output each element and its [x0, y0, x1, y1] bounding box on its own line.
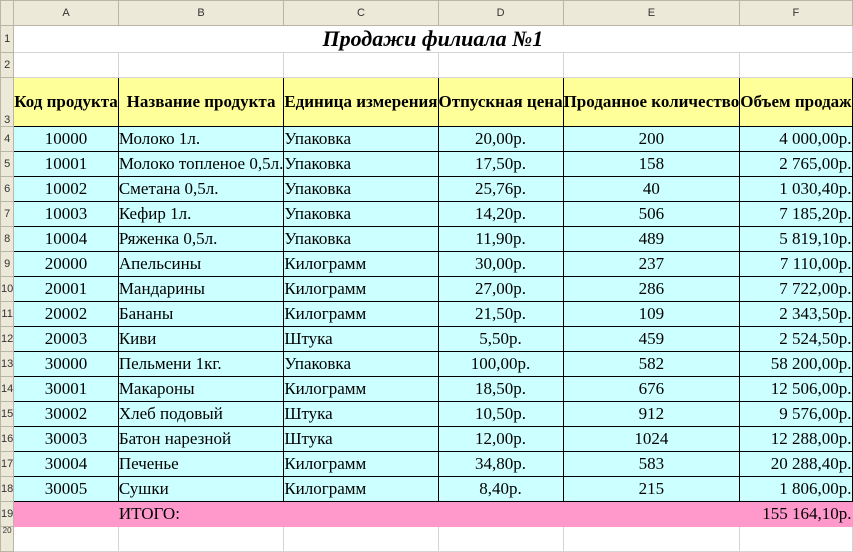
cell-code[interactable]: 20001	[14, 277, 119, 302]
table-row	[1, 202, 853, 227]
table-row	[1, 327, 853, 352]
cell-total[interactable]: 7 185,20р.	[740, 202, 852, 227]
cell-qty[interactable]: 506	[563, 202, 740, 227]
cell-unit[interactable]: Килограмм	[284, 302, 438, 327]
summary-empty-cell[interactable]	[284, 502, 438, 527]
header-cell-unit[interactable]: Единица измерения	[284, 78, 438, 127]
cell-unit[interactable]: Упаковка	[284, 352, 438, 377]
cell-name[interactable]: Молоко топленое 0,5л.	[118, 152, 284, 177]
table-row	[1, 152, 853, 177]
table-row	[1, 277, 853, 302]
cell-price[interactable]: 5,50р.	[438, 327, 563, 352]
header-cell-qty[interactable]: Проданное количество	[563, 78, 740, 127]
cell-code[interactable]: 30000	[14, 352, 119, 377]
cell-price[interactable]: 34,80р.	[438, 452, 563, 477]
row-header[interactable]: 15	[1, 402, 14, 427]
row-header[interactable]: 6	[1, 177, 14, 202]
row-header[interactable]: 4	[1, 127, 14, 152]
row-header[interactable]: 19	[1, 502, 14, 527]
cell-price[interactable]: 18,50р.	[438, 377, 563, 402]
column-header-c[interactable]: C	[284, 1, 438, 26]
cell-price[interactable]: 8,40р.	[438, 477, 563, 502]
sheet-row	[1, 26, 853, 53]
cell-name[interactable]: Мандарины	[118, 277, 284, 302]
cell-name[interactable]: Молоко 1л.	[118, 127, 284, 152]
column-header-b[interactable]: B	[118, 1, 284, 26]
row-header[interactable]: 17	[1, 452, 14, 477]
row-header[interactable]: 11	[1, 302, 14, 327]
cell-name[interactable]: Хлеб подовый	[118, 402, 284, 427]
cell-name[interactable]: Кефир 1л.	[118, 202, 284, 227]
cell-code[interactable]: 30003	[14, 427, 119, 452]
column-header-f[interactable]: F	[740, 1, 852, 26]
summary-row	[1, 502, 853, 527]
table-row	[1, 127, 853, 152]
cell-name[interactable]: Апельсины	[118, 252, 284, 277]
column-header-e[interactable]: E	[563, 1, 740, 26]
cell-name[interactable]: Батон нарезной	[118, 427, 284, 452]
cell-qty[interactable]: 583	[563, 452, 740, 477]
row-header[interactable]: 20	[1, 527, 14, 552]
table-row	[1, 402, 853, 427]
cell-name[interactable]: Бананы	[118, 302, 284, 327]
cell-name[interactable]: Печенье	[118, 452, 284, 477]
empty-cell[interactable]	[563, 527, 740, 552]
cell-qty[interactable]: 489	[563, 227, 740, 252]
row-header[interactable]: 8	[1, 227, 14, 252]
cell-name[interactable]: Ряженка 0,5л.	[118, 227, 284, 252]
table-row	[1, 452, 853, 477]
cell-qty[interactable]: 109	[563, 302, 740, 327]
cell-total[interactable]: 7 722,00р.	[740, 277, 852, 302]
cell-qty[interactable]: 1024	[563, 427, 740, 452]
cell-unit[interactable]: Килограмм	[284, 252, 438, 277]
sheet-row	[1, 53, 853, 78]
row-header[interactable]: 13	[1, 352, 14, 377]
cell-qty[interactable]: 158	[563, 152, 740, 177]
summary-empty-cell[interactable]	[438, 502, 563, 527]
table-row	[1, 252, 853, 277]
cell-price[interactable]: 11,90р.	[438, 227, 563, 252]
row-header[interactable]: 2	[1, 53, 14, 78]
sheet-row	[1, 527, 853, 552]
cell-unit[interactable]: Упаковка	[284, 177, 438, 202]
empty-cell[interactable]	[118, 527, 284, 552]
cell-total[interactable]: 7 110,00р.	[740, 252, 852, 277]
cell-price[interactable]: 25,76р.	[438, 177, 563, 202]
cell-name[interactable]: Киви	[118, 327, 284, 352]
cell-qty[interactable]: 40	[563, 177, 740, 202]
cell-total[interactable]: 12 288,00р.	[740, 427, 852, 452]
table-row	[1, 352, 853, 377]
row-header[interactable]: 9	[1, 252, 14, 277]
cell-qty[interactable]: 582	[563, 352, 740, 377]
cell-qty[interactable]: 200	[563, 127, 740, 152]
cell-total[interactable]: 2 343,50р.	[740, 302, 852, 327]
table-row	[1, 302, 853, 327]
header-cell-total[interactable]: Объем продаж	[740, 78, 852, 127]
cell-unit[interactable]: Упаковка	[284, 202, 438, 227]
cell-unit[interactable]: Килограмм	[284, 452, 438, 477]
column-header-d[interactable]: D	[438, 1, 563, 26]
row-header[interactable]: 7	[1, 202, 14, 227]
empty-cell[interactable]	[563, 53, 740, 78]
cell-code[interactable]: 10004	[14, 227, 119, 252]
cell-qty[interactable]: 237	[563, 252, 740, 277]
cell-total[interactable]: 58 200,00р.	[740, 352, 852, 377]
summary-empty-cell[interactable]	[563, 502, 740, 527]
empty-cell[interactable]	[740, 527, 852, 552]
cell-price[interactable]: 12,00р.	[438, 427, 563, 452]
cell-total[interactable]: 12 506,00р.	[740, 377, 852, 402]
cell-unit[interactable]: Килограмм	[284, 477, 438, 502]
cell-name[interactable]: Макароны	[118, 377, 284, 402]
cell-unit[interactable]: Упаковка	[284, 127, 438, 152]
cell-total[interactable]: 9 576,00р.	[740, 402, 852, 427]
sheet-title[interactable]: Продажи филиала №1	[14, 26, 852, 53]
header-cell-price[interactable]: Отпускная цена	[438, 78, 563, 127]
cell-total[interactable]: 4 000,00р.	[740, 127, 852, 152]
row-header[interactable]: 18	[1, 477, 14, 502]
cell-unit[interactable]: Килограмм	[284, 377, 438, 402]
cell-unit[interactable]: Штука	[284, 327, 438, 352]
empty-cell[interactable]	[438, 527, 563, 552]
cell-total[interactable]: 2 524,50р.	[740, 327, 852, 352]
row-header[interactable]: 10	[1, 277, 14, 302]
cell-qty[interactable]: 459	[563, 327, 740, 352]
cell-unit[interactable]: Килограмм	[284, 277, 438, 302]
row-header[interactable]: 5	[1, 152, 14, 177]
summary-empty-cell[interactable]	[14, 502, 119, 527]
cell-name[interactable]: Сушки	[118, 477, 284, 502]
summary-total[interactable]: 155 164,10р.	[740, 502, 852, 527]
cell-code[interactable]: 10003	[14, 202, 119, 227]
cell-price[interactable]: 14,20р.	[438, 202, 563, 227]
table-row	[1, 177, 853, 202]
empty-cell[interactable]	[14, 527, 119, 552]
empty-cell[interactable]	[740, 53, 852, 78]
row-header[interactable]: 12	[1, 327, 14, 352]
cell-code[interactable]: 30004	[14, 452, 119, 477]
cell-total[interactable]: 20 288,40р.	[740, 452, 852, 477]
cell-price[interactable]: 30,00р.	[438, 252, 563, 277]
cell-qty[interactable]: 912	[563, 402, 740, 427]
empty-cell[interactable]	[438, 53, 563, 78]
cell-code[interactable]: 20002	[14, 302, 119, 327]
cell-code[interactable]: 10002	[14, 177, 119, 202]
column-header-a[interactable]: A	[14, 1, 119, 26]
empty-cell[interactable]	[284, 53, 438, 78]
cell-code[interactable]: 10000	[14, 127, 119, 152]
empty-cell[interactable]	[118, 53, 284, 78]
cell-qty[interactable]: 215	[563, 477, 740, 502]
table-row	[1, 477, 853, 502]
cell-total[interactable]: 1 806,00р.	[740, 477, 852, 502]
row-header[interactable]: 1	[1, 26, 14, 53]
header-cell-code[interactable]: Код продукта	[14, 78, 119, 127]
column-header-row	[1, 1, 853, 26]
table-row	[1, 427, 853, 452]
cell-price[interactable]: 100,00р.	[438, 352, 563, 377]
cell-code[interactable]: 20000	[14, 252, 119, 277]
cell-unit[interactable]: Упаковка	[284, 227, 438, 252]
cell-code[interactable]: 30001	[14, 377, 119, 402]
table-header-row	[1, 78, 853, 127]
cell-total[interactable]: 5 819,10р.	[740, 227, 852, 252]
cell-price[interactable]: 27,00р.	[438, 277, 563, 302]
cell-code[interactable]: 30002	[14, 402, 119, 427]
cell-price[interactable]: 21,50р.	[438, 302, 563, 327]
cell-name[interactable]: Сметана 0,5л.	[118, 177, 284, 202]
table-row	[1, 377, 853, 402]
cell-code[interactable]: 30005	[14, 477, 119, 502]
row-header[interactable]: 14	[1, 377, 14, 402]
table-row	[1, 227, 853, 252]
row-header[interactable]: 16	[1, 427, 14, 452]
cell-qty[interactable]: 286	[563, 277, 740, 302]
row-header[interactable]: 3	[1, 78, 14, 127]
cell-code[interactable]: 10001	[14, 152, 119, 177]
cell-qty[interactable]: 676	[563, 377, 740, 402]
select-all-corner[interactable]	[1, 1, 14, 26]
cell-code[interactable]: 20003	[14, 327, 119, 352]
empty-cell[interactable]	[284, 527, 438, 552]
cell-price[interactable]: 20,00р.	[438, 127, 563, 152]
cell-name[interactable]: Пельмени 1кг.	[118, 352, 284, 377]
summary-label[interactable]: ИТОГО:	[118, 502, 284, 527]
cell-price[interactable]: 17,50р.	[438, 152, 563, 177]
cell-unit[interactable]: Штука	[284, 402, 438, 427]
cell-total[interactable]: 2 765,00р.	[740, 152, 852, 177]
cell-price[interactable]: 10,50р.	[438, 402, 563, 427]
cell-total[interactable]: 1 030,40р.	[740, 177, 852, 202]
cell-unit[interactable]: Штука	[284, 427, 438, 452]
header-cell-name[interactable]: Название продукта	[118, 78, 284, 127]
empty-cell[interactable]	[14, 53, 119, 78]
cell-unit[interactable]: Упаковка	[284, 152, 438, 177]
